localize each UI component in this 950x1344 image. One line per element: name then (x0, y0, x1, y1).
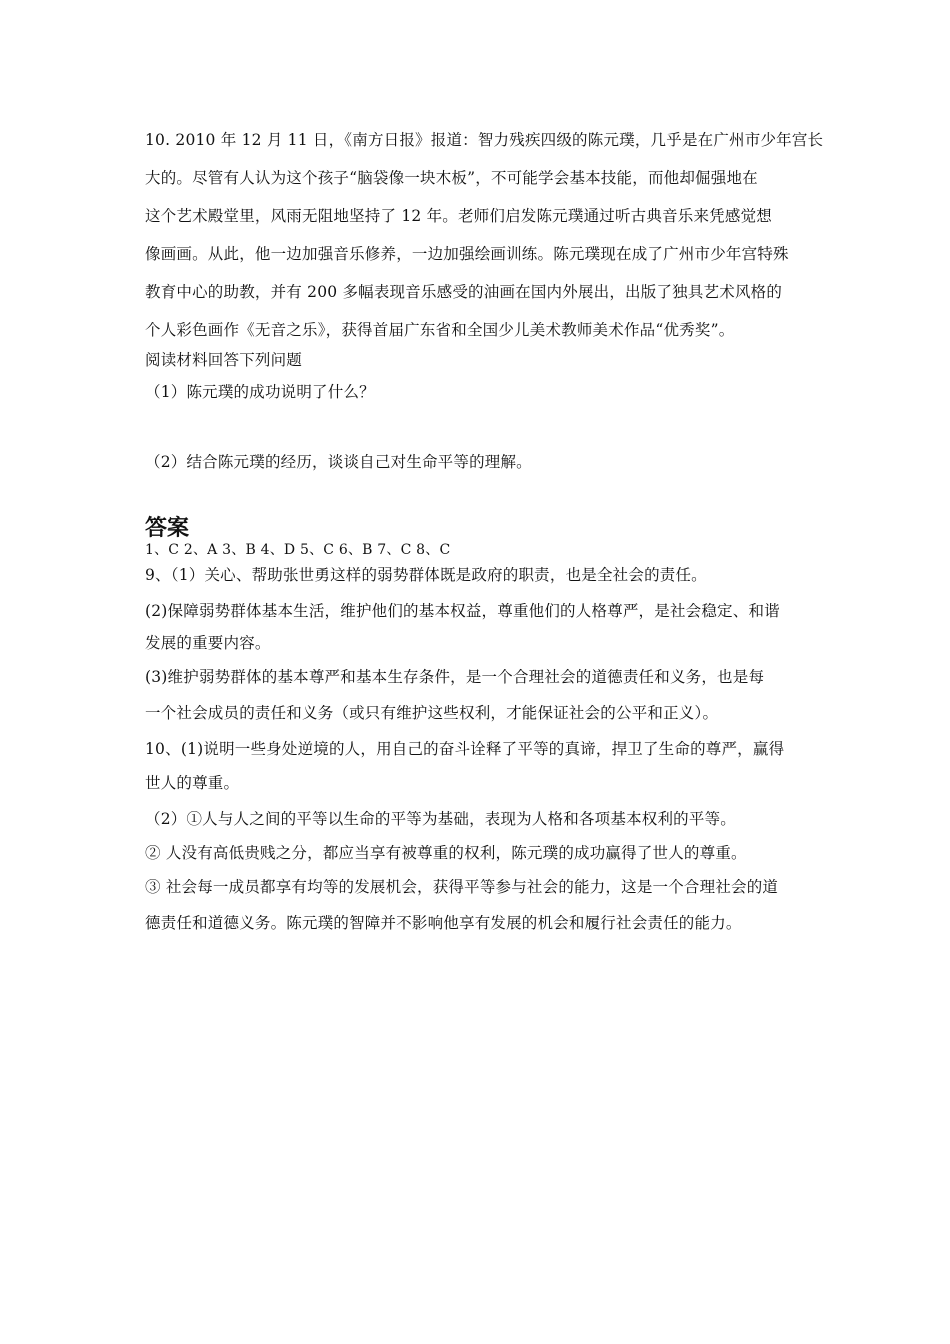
answer-line-2: (2)保障弱势群体基本生活，维护他们的基本权益，尊重他们的人格尊严，是社会稳定、和谐 (145, 602, 780, 620)
answer-line-7: 世人的尊重。 (145, 774, 240, 792)
question10-line-4: 像画画。从此，他一边加强音乐修养，一边加强绘画训练。陈元璞现在成了广州市少年宫特殊 (145, 245, 789, 263)
answer-line-3: 发展的重要内容。 (145, 634, 271, 652)
answer-line-11: 德责任和道德义务。陈元璞的智障并不影响他享有发展的机会和履行社会责任的能力。 (145, 914, 742, 932)
answers-heading: 答案 (145, 516, 190, 541)
question10-line-2: 大的。尽管有人认为这个孩子“脑袋像一块木板”，不可能学会基本技能，而他却倔强地在 (145, 169, 758, 187)
question10-line-5: 教育中心的助教，并有 200 多幅表现音乐感受的油画在国内外展出，出版了独具艺术风格的 (145, 283, 783, 301)
answers-choice-line: 1、C 2、A 3、B 4、D 5、C 6、B 7、C 8、C (145, 542, 451, 558)
question10-instruction: 阅读材料回答下列问题 (145, 351, 303, 369)
answer-line-4: (3)维护弱势群体的基本尊严和基本生存条件，是一个合理社会的道德责任和义务，也是每 (145, 668, 765, 686)
answer-line-9: ② 人没有高低贵贱之分，都应当享有被尊重的权利，陈元璞的成功赢得了世人的尊重。 (145, 844, 747, 862)
answer-line-6: 10、(1)说明一些身处逆境的人，用自己的奋斗诠释了平等的真谛，捍卫了生命的尊严，赢得 (145, 740, 785, 758)
question10-line-3: 这个艺术殿堂里，风雨无阻地坚持了 12 年。老师们启发陈元璞通过听古典音乐来凭感觉想 (145, 207, 772, 225)
question10-sub1: （1）陈元璞的成功说明了什么？ (145, 383, 375, 401)
question10-line-1: 10. 2010 年 12 月 11 日，《南方日报》报道：智力残疾四级的陈元璞，几乎是在广州市少年宫长 (145, 131, 824, 149)
answer-line-5: 一个社会成员的责任和义务（或只有维护这些权利，才能保证社会的公平和正义）。 (145, 704, 719, 722)
answer-line-10: ③ 社会每一成员都享有均等的发展机会，获得平等参与社会的能力，这是一个合理社会的道 (145, 878, 779, 896)
question10-line-6: 个人彩色画作《无音之乐》，获得首届广东省和全国少儿美术教师美术作品“优秀奖”。 (145, 321, 735, 339)
answer-line-8: （2）①人与人之间的平等以生命的平等为基础，表现为人格和各项基本权利的平等。 (145, 810, 736, 828)
question10-sub2: （2）结合陈元璞的经历，谈谈自己对生命平等的理解。 (145, 453, 532, 471)
answer-line-1: 9、（1）关心、帮助张世勇这样的弱势群体既是政府的职责，也是全社会的责任。 (145, 566, 707, 584)
